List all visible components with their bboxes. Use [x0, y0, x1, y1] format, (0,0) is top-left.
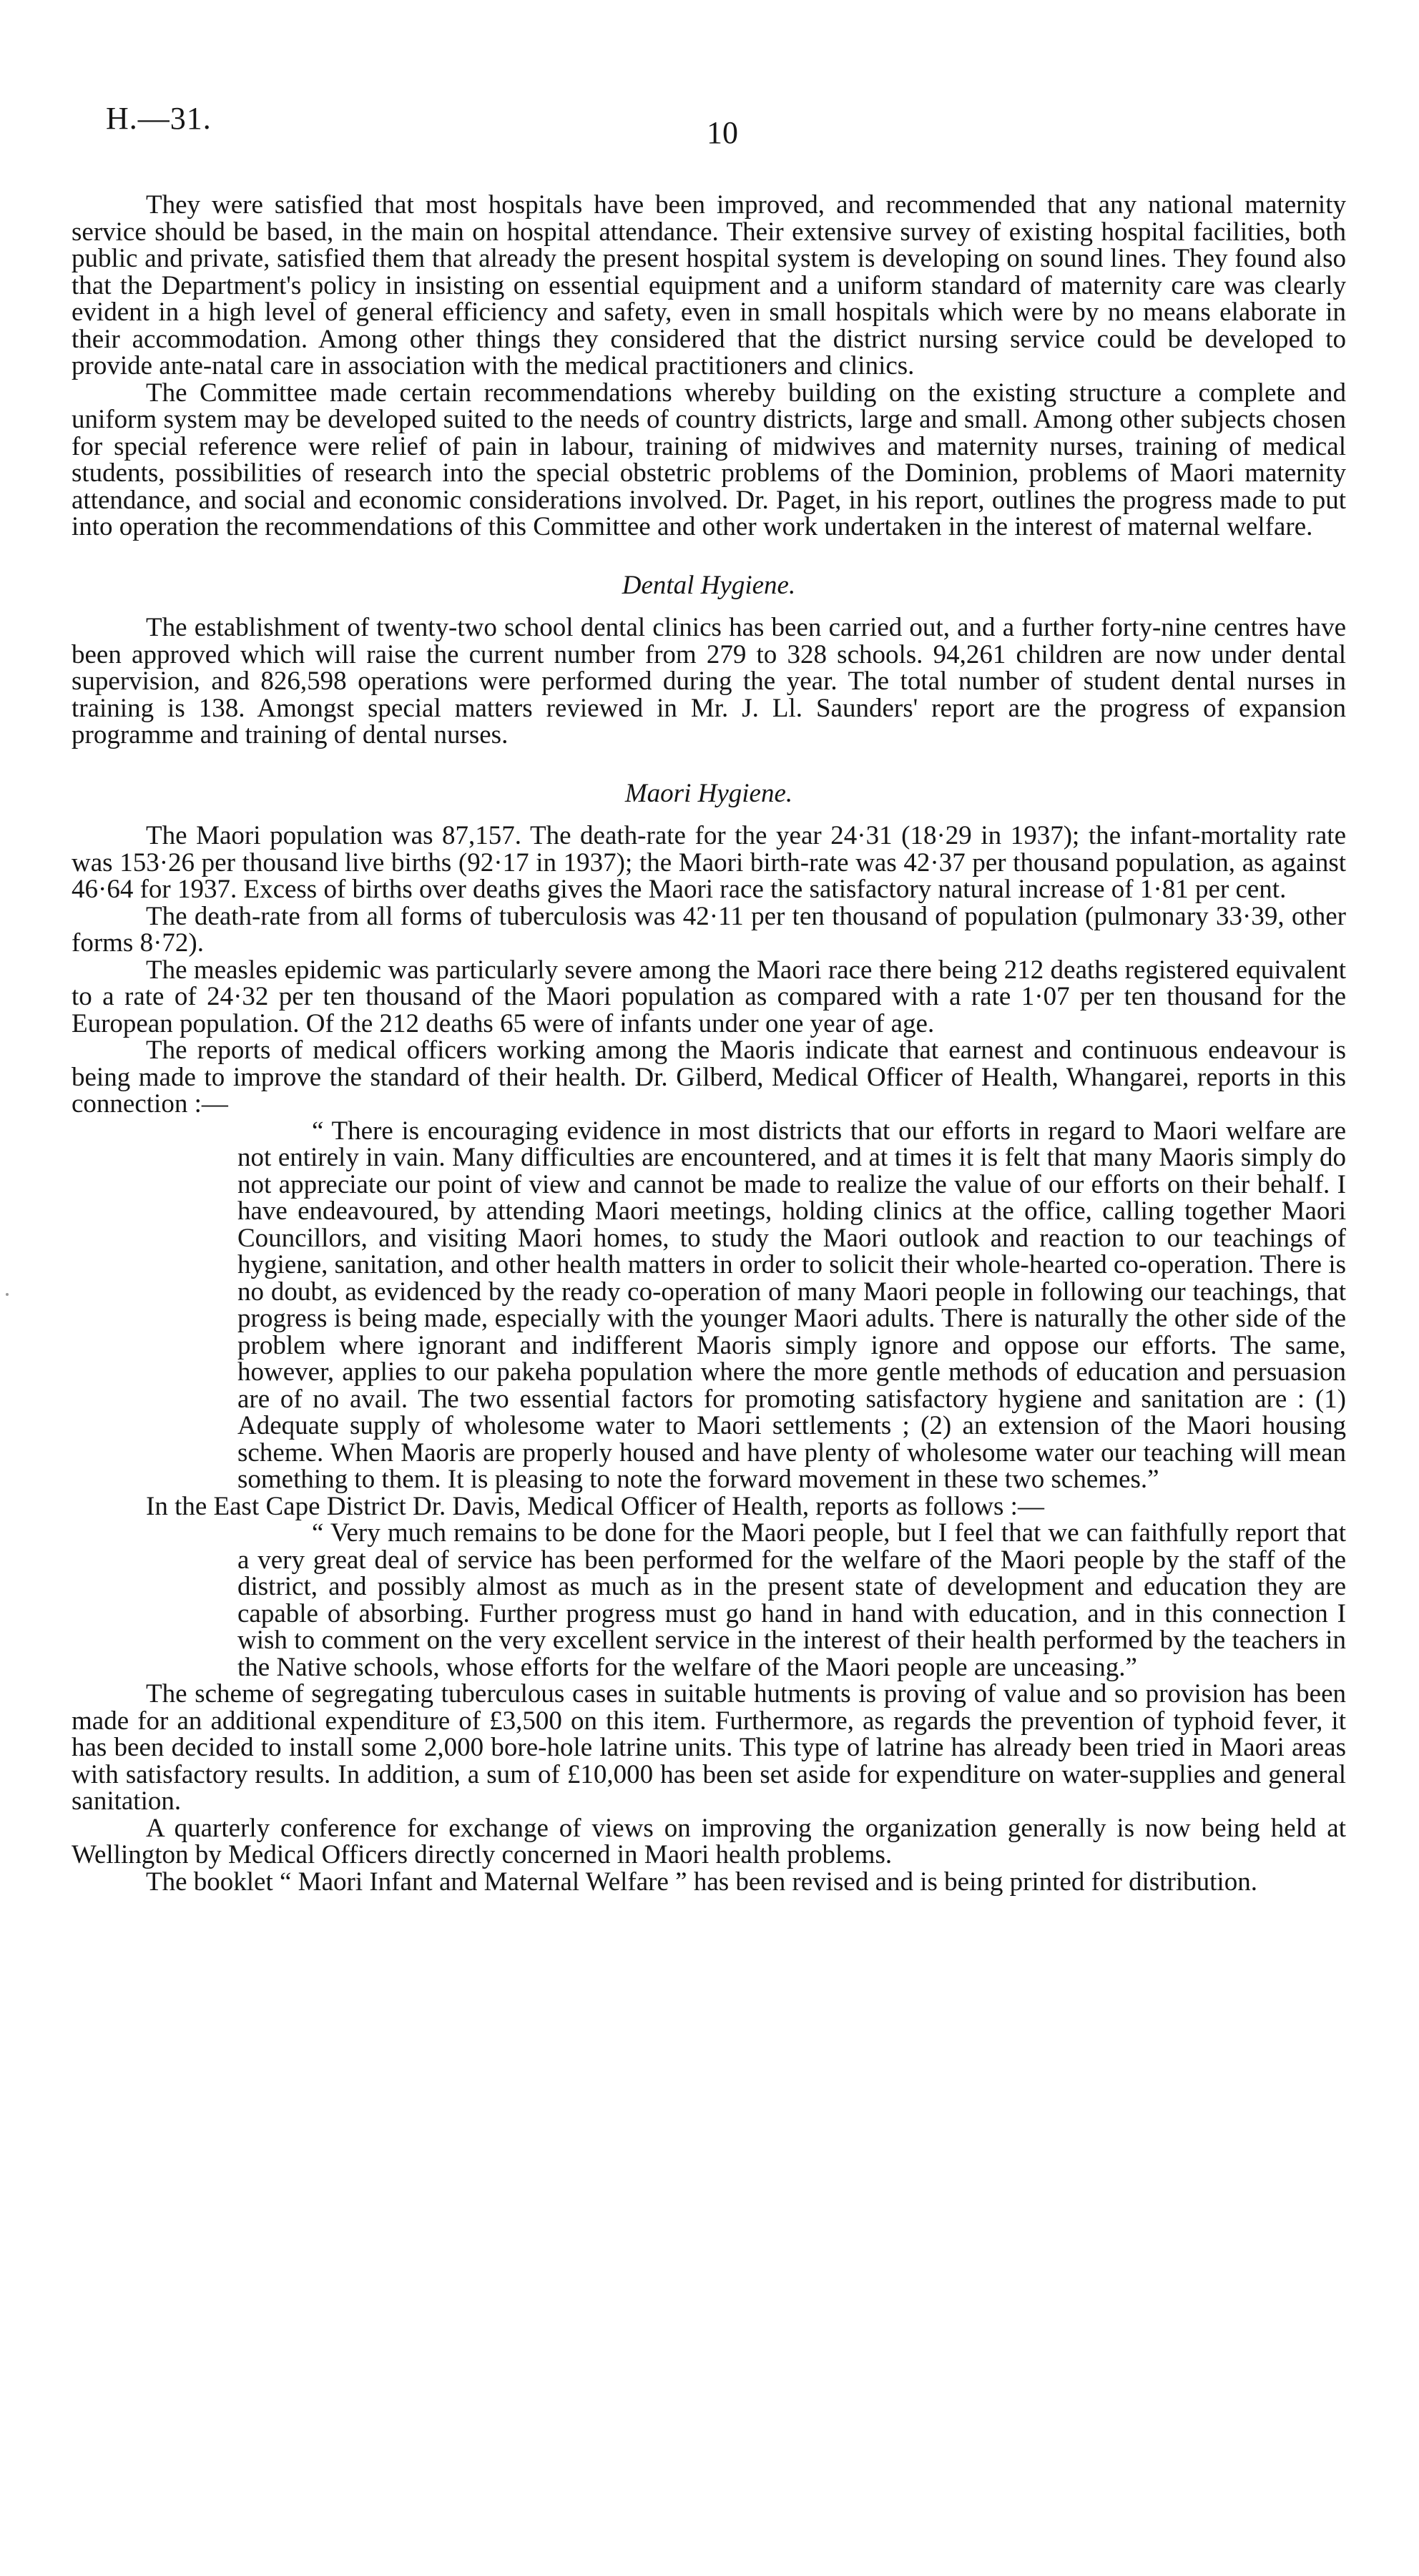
paragraph-tuberculosis-hutments: The scheme of segregating tuberculous cases in suitable hutments is proving of value and so provision has been made for an additional expenditure of £3,500 on this item. Furthermore, as regards the prevention of typhoid fever, it has been decided to install some 2,000 bore-hole latrine units. This type of latrine has already been tried in Maori areas with satisfactory results. In addition, a sum of £10,000 has been set aside for expenditure on water-supplies and general sanitation.: [72, 1679, 1346, 1816]
document-body: [72, 192, 1346, 1895]
paragraph-tuberculosis-rate: The death-rate from all forms of tuberculosis was 42·11 per ten thousand of population (pulmonary 33·39, other forms 8·72).: [72, 901, 1346, 958]
report-reference: H.—31.: [106, 101, 212, 136]
paragraph-dental-clinics: The establishment of twenty-two school dental clinics has been carried out, and a further forty-nine centres have been approved which will raise the current number from 279 to 328 schools. 94,261 children are now under dental supervision, and 826,598 operations were performed during the year. The total number of student dental nurses in training is 138. Amongst special matters reviewed in Mr. J. Ll. Saunders' report are the progress of expansion programme and training of dental nurses.: [72, 613, 1346, 749]
paragraph-committee-recommendations: The Committee made certain recommendations whereby building on the existing structure a complete and uniform system may be developed suited to the needs of country districts, large and small. Among other subjects chosen for special reference were relief of pain in labour, training of midwives and maternity nurses, training of medical students, possibilities of research into the special obstetric problems of the Dominion, problems of Maori maternity attendance, and social and economic considerations involved. Dr. Paget, in his report, outlines the progress made to put into operation the recommendations of this Committee and other work undertaken in the interest of maternal welfare.: [72, 378, 1346, 541]
paragraph-maori-population: The Maori population was 87,157. The death-rate for the year 24·31 (18·29 in 1937); the infant-mortality rate was 153·26 per thousand live births (92·17 in 1937); the Maori birth-rate was 42·37 per thousand population, as against 46·64 for 1937. Excess of births over deaths gives the Maori race the satisfactory natural increase of 1·81 per cent.: [72, 821, 1346, 904]
paragraph-medical-officer-reports: The reports of medical officers working among the Maoris indicate that earnest and continuous endeavour is being made to improve the standard of their health. Dr. Gilberd, Medical Officer of Health, Whangarei, reports in this connection :—: [72, 1036, 1346, 1119]
paragraph-east-cape-intro: In the East Cape District Dr. Davis, Medical Officer of Health, reports as follows :—: [146, 1491, 1044, 1521]
quotation-dr-davis: “ Very much remains to be done for the Maori people, but I feel that we can faithfully report that a very great deal of service has been performed for the welfare of the Maori people by the staff of the district, and possibly almost as much as in the present state of development and education they are capable of absorbing. Further progress must go hand in hand with education, and in this connection I wish to comment on the very excellent service in the interest of their health performed by the teachers in the Native schools, whose efforts for the welfare of the Maori people are unceasing.”: [237, 1518, 1346, 1682]
paragraph-booklet: The booklet “ Maori Infant and Maternal Welfare ” has been revised and is being printed for distribution.: [146, 1867, 1257, 1897]
section-heading-maori-hygiene: Maori Hygiene.: [624, 778, 793, 808]
section-heading-dental-hygiene: Dental Hygiene.: [622, 570, 796, 600]
paragraph-hospital-survey: They were satisfied that most hospitals have been improved, and recommended that any national maternity service should be based, in the main on hospital attendance. Their extensive survey of existing hospital facilities, both public and private, satisfied them that already the present hospital system is developing on sound lines. They found also that the Department's policy in insisting on essential equipment and a uniform standard of maternity care was clearly evident in a high level of general efficiency and safety, even in small hospitals which were by no means elaborate in their accommodation. Among other things they considered that the district nursing service could be developed to provide ante-natal care in association with the medical practitioners and clinics.: [72, 190, 1346, 380]
paragraph-quarterly-conference: A quarterly conference for exchange of views on improving the organization generally is now being held at Wellington by Medical Officers directly concerned in Maori health problems.: [72, 1813, 1346, 1869]
paragraph-measles-epidemic: The measles epidemic was particularly severe among the Maori race there being 212 deaths registered equivalent to a rate of 24·32 per ten thousand of the Maori population as compared with a rate 1·07 per ten thousand for the European population. Of the 212 deaths 65 were of infants under one year of age.: [72, 955, 1346, 1038]
quotation-dr-gilberd: “ There is encouraging evidence in most districts that our efforts in regard to Maori welfare are not entirely in vain. Many difficulties are encountered, and at times it is felt that many Maoris simply do not appreciate our point of view and cannot be made to realize the value of our efforts on their behalf. I have endeavoured, by attending Maori meetings, holding clinics at the office, calling together Maori Councillors, and visiting Maori homes, to study the Maori outlook and reaction to our teachings of hygiene, sanitation, and other health matters in order to solicit their whole-hearted co-operation. There is no doubt, as evidenced by the ready co-operation of many Maori people in following our teachings, that progress is being made, especially with the younger Maori adults. There is naturally the other side of the problem where ignorant and indifferent Maoris simply ignore and oppose our efforts. The same, however, applies to our pakeha population where the more gentle methods of education and persuasion are of no avail. The two essential factors for promoting satisfactory hygiene and sanitation are : (1) Adequate supply of wholesome water to Maori settlements ; (2) an extension of the Maori housing scheme. When Maoris are properly housed and have plenty of wholesome water our teaching will mean something to them. It is pleasing to note the forward movement in these two schemes.”: [237, 1116, 1346, 1494]
page-number: 10: [707, 115, 738, 150]
scan-speck: [6, 1293, 9, 1296]
